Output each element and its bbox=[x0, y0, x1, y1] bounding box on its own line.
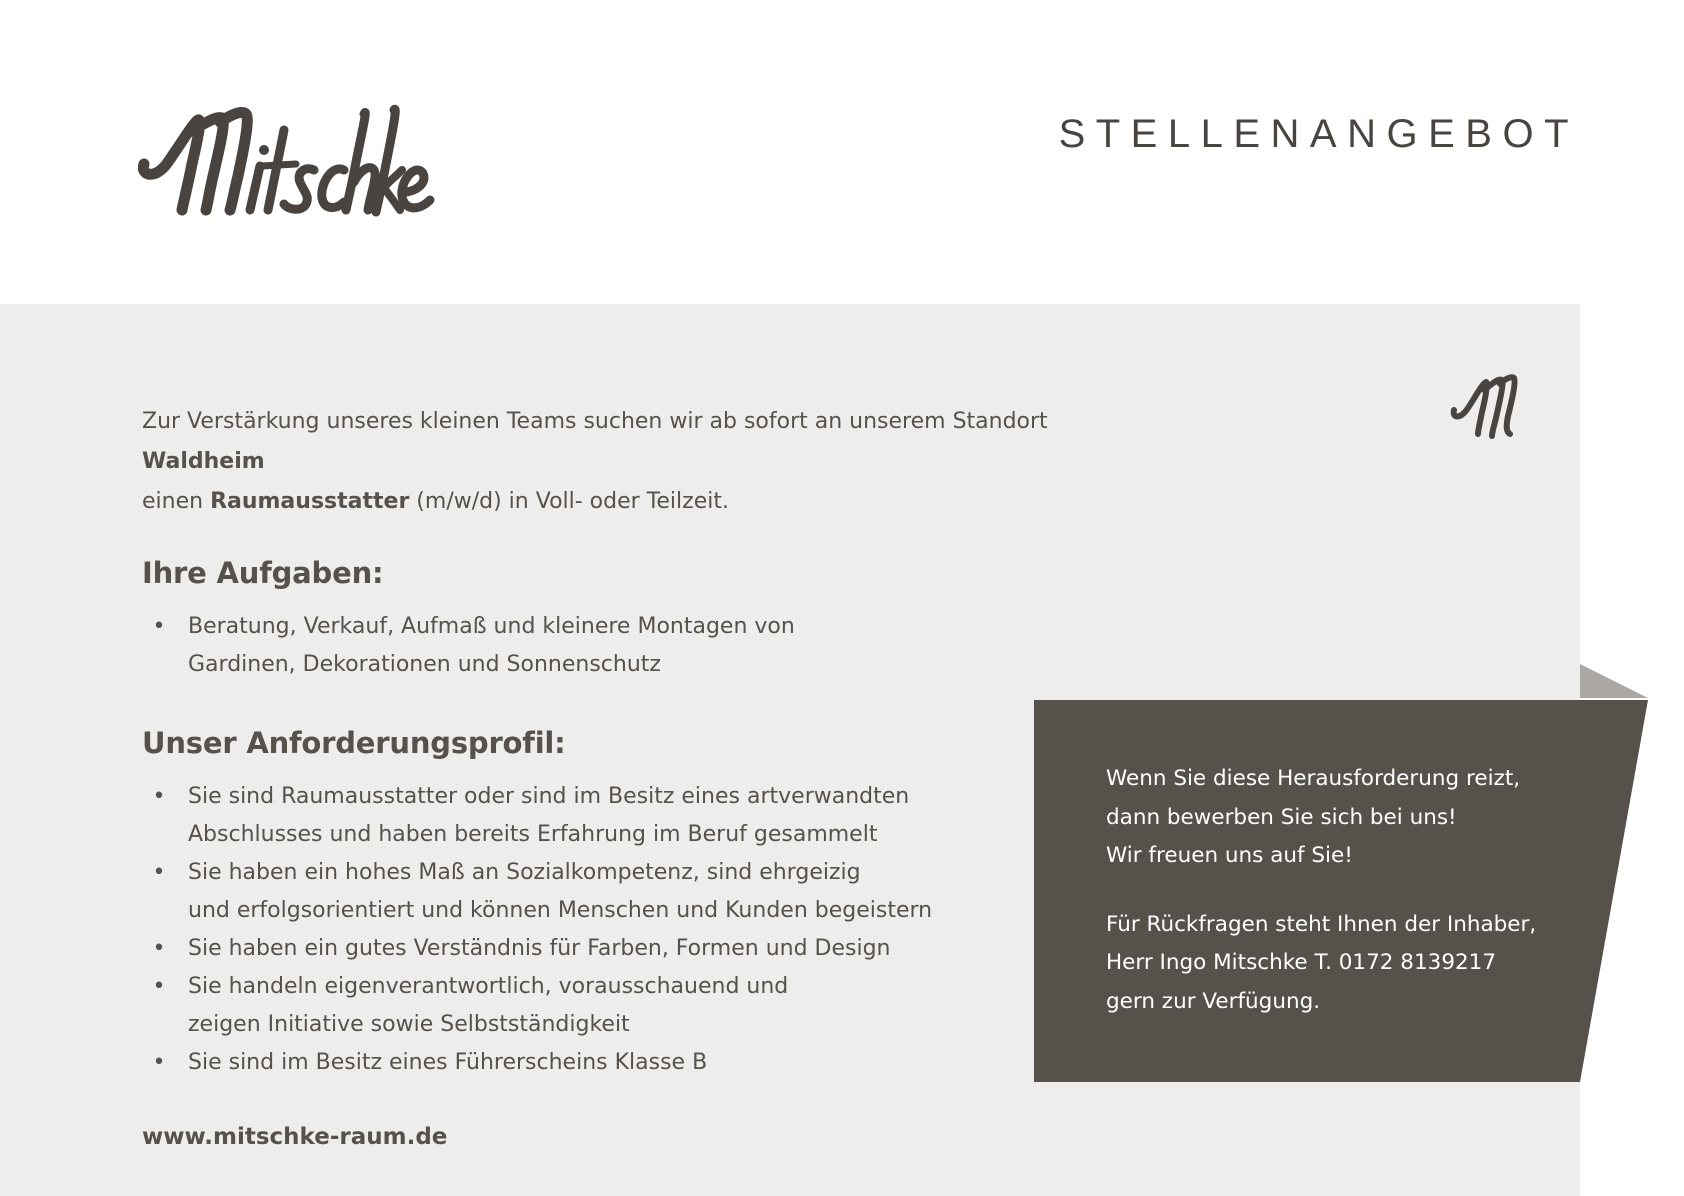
contact-line: Herr Ingo Mitschke T. 0172 8139217 bbox=[1106, 950, 1497, 975]
contact-box bbox=[1034, 664, 1648, 1084]
requirement-item-line: Sie haben ein hohes Maß an Sozialkompetenz, sind ehrgeizig bbox=[188, 860, 861, 885]
requirements-list bbox=[142, 778, 1082, 1082]
intro-position: Raumausstatter bbox=[210, 489, 410, 514]
intro-line1 bbox=[142, 409, 1048, 474]
requirements-heading: Unser Anforderungsprofil: bbox=[142, 726, 566, 760]
contact-line: gern zur Verfügung. bbox=[1106, 988, 1321, 1014]
contact-line: Wenn Sie diese Herausforderung reizt, bbox=[1106, 766, 1521, 791]
intro-line2-suffix: (m/w/d) in Voll- oder Teilzeit. bbox=[409, 489, 729, 514]
requirement-item-line: Sie sind Raumausstatter oder sind im Besitz eines artverwandten bbox=[188, 784, 910, 809]
intro-line2 bbox=[142, 489, 729, 514]
tasks-heading: Ihre Aufgaben: bbox=[142, 556, 384, 590]
intro-line1-text: Zur Verstärkung unseres kleinen Teams suchen wir ab sofort an unserem Standort bbox=[142, 409, 1048, 434]
requirement-item-line: Sie haben ein gutes Verständnis für Farben, Formen und Design bbox=[188, 936, 891, 961]
requirement-item-line: Sie sind im Besitz eines Führerscheins Klasse B bbox=[188, 1050, 708, 1075]
mitschke-monogram bbox=[1448, 370, 1520, 440]
contact-paragraph-inquiries bbox=[1106, 906, 1586, 1022]
bullet-icon: • bbox=[152, 784, 166, 809]
contact-line: dann bewerben Sie sich bei uns! bbox=[1106, 804, 1457, 830]
task-item-line: Beratung, Verkauf, Aufmaß und kleinere Montagen von bbox=[188, 614, 795, 639]
requirement-item bbox=[142, 968, 1082, 1044]
requirement-item bbox=[142, 778, 1082, 854]
bullet-icon: • bbox=[152, 860, 166, 885]
task-item-line: Gardinen, Dekorationen und Sonnenschutz bbox=[188, 652, 661, 677]
mitschke-logo bbox=[138, 92, 438, 232]
tasks-list bbox=[142, 608, 1082, 684]
job-description bbox=[142, 402, 1082, 1154]
intro-text bbox=[142, 402, 1082, 522]
bullet-icon: • bbox=[152, 1050, 166, 1075]
requirement-item-line: zeigen Initiative sowie Selbstständigkeit bbox=[188, 1012, 630, 1037]
intro-line2-prefix: einen bbox=[142, 489, 211, 514]
requirement-item bbox=[142, 1044, 1082, 1082]
requirement-item bbox=[142, 930, 1082, 968]
website-link[interactable]: www.mitschke-raum.de bbox=[142, 1124, 448, 1150]
task-item bbox=[142, 608, 1082, 684]
intro-location: Waldheim bbox=[142, 449, 265, 474]
requirement-item-line: und erfolgsorientiert und können Menschen und Kunden begeistern bbox=[188, 898, 933, 923]
contact-paragraph-invitation bbox=[1106, 760, 1586, 876]
requirement-item-line: Abschlusses und haben bereits Erfahrung im Beruf gesammelt bbox=[188, 822, 878, 847]
bullet-icon: • bbox=[152, 614, 166, 639]
contact-box-fold bbox=[1580, 664, 1648, 698]
requirement-item-line: Sie handeln eigenverantwortlich, vorausschauend und bbox=[188, 974, 789, 999]
contact-line: Für Rückfragen steht Ihnen der Inhaber, bbox=[1106, 911, 1537, 937]
requirement-item bbox=[142, 854, 1082, 930]
page-title: STELLENANGEBOT bbox=[1058, 112, 1579, 156]
contact-box-text bbox=[1106, 760, 1586, 1021]
contact-line: Wir freuen uns auf Sie! bbox=[1106, 843, 1353, 868]
bullet-icon: • bbox=[152, 936, 166, 961]
bullet-icon: • bbox=[152, 974, 166, 999]
